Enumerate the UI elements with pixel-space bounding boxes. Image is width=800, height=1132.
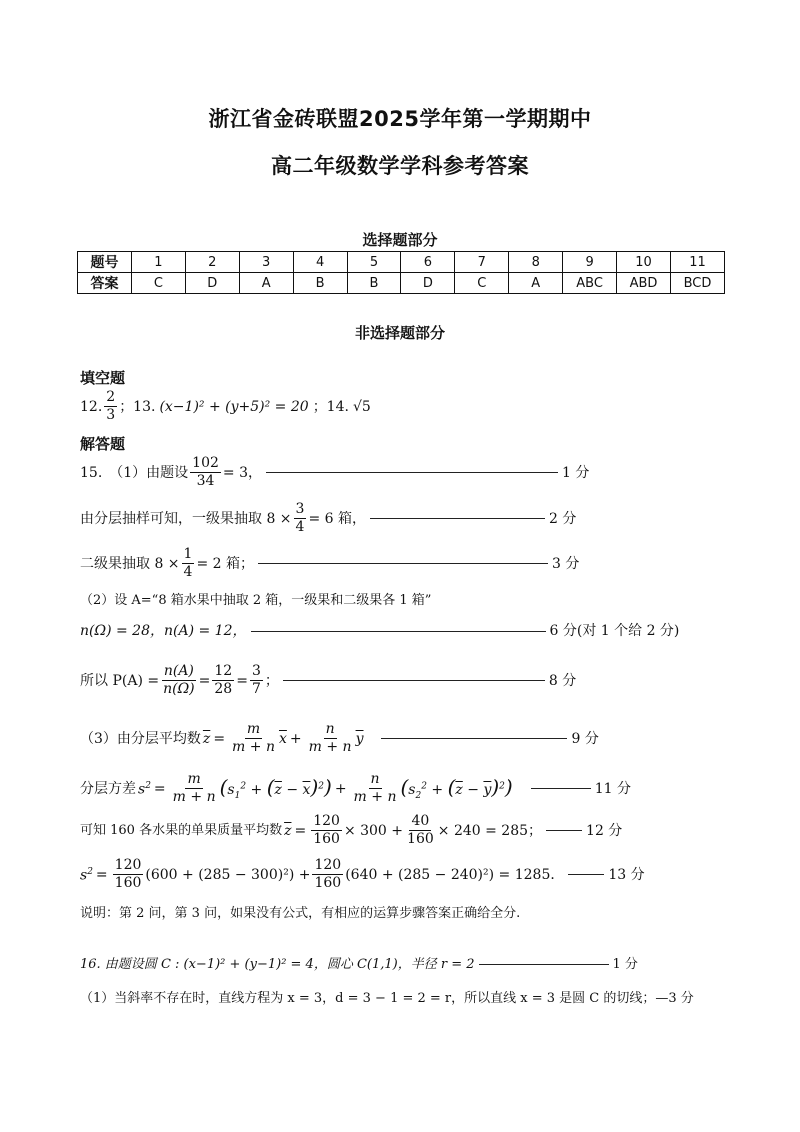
question-number: 4 <box>293 252 347 273</box>
choice-section-heading: 选择题部分 <box>362 231 438 249</box>
equals-sign: = <box>294 822 307 839</box>
fraction-numerator: 102 <box>190 456 221 473</box>
plus-sign: + <box>289 730 302 747</box>
fraction <box>307 722 354 756</box>
fraction-denominator: 160 <box>314 875 342 892</box>
fraction-numerator: 2 <box>104 390 117 407</box>
fraction <box>182 547 195 581</box>
q15-line5 <box>80 624 679 638</box>
question-number: 11 <box>670 252 724 273</box>
q15-counts: n(Ω) = 28，n(A) = 12， <box>80 623 247 639</box>
choice-answer-table <box>77 251 725 294</box>
q16-line2 <box>80 992 694 1005</box>
q15-line2 <box>80 502 576 536</box>
q13-label: ；13. <box>119 398 156 415</box>
math-expression: (640 + (285 − 240)²) = 1285． <box>345 866 565 883</box>
fraction <box>171 772 218 806</box>
q15-stratified-result: = 6 箱， <box>308 510 367 527</box>
fraction-numerator: 12 <box>212 664 234 681</box>
math-expression: $(s_1^2 + (\overline{z} - \overline{x})^2)$ <box>219 774 332 801</box>
q15-overall-mean-text: 可知 160 各水果的单果质量平均数 <box>80 823 283 839</box>
score-mark: 8 分 <box>548 672 577 689</box>
q15-stratified-text: 由分层抽样可知，一级果抽取 8 × <box>80 510 292 527</box>
answer-cell: C <box>455 273 509 294</box>
fraction-denominator: m + n <box>353 789 397 806</box>
math-symbol: $\overline{y}$ <box>355 730 364 747</box>
answer-cell: A <box>239 273 293 294</box>
fraction-denominator: 160 <box>313 831 340 848</box>
plus-sign: + <box>334 780 347 797</box>
fraction-denominator: m + n <box>232 739 275 756</box>
question-number: 9 <box>563 252 617 273</box>
q15-line4: （2）设 A=“8 箱水果中抽取 2 箱，一级果和二级果各 1 箱” <box>80 593 432 608</box>
row-label-answer: 答案 <box>78 273 132 294</box>
fraction <box>352 772 399 806</box>
answer-cell: ABD <box>617 273 671 294</box>
q15-line6 <box>80 664 576 698</box>
fraction-numerator: 120 <box>113 858 144 875</box>
fraction-denominator: 4 <box>295 519 305 536</box>
fraction-denominator: 7 <box>251 681 261 698</box>
score-mark: 3 分 <box>552 555 580 572</box>
score-mark: 2 分 <box>549 510 577 527</box>
score-mark: 6 分(对 1 个给 2 分) <box>549 623 680 639</box>
score-leader-line <box>479 964 609 965</box>
solution-heading: 解答题 <box>80 435 126 453</box>
q15-variance-text: 分层方差 <box>80 780 136 797</box>
table-row <box>78 273 725 294</box>
q16-circle-setup: 16. 由题设圆 C : (x−1)² + (y−1)² = 4，圆心 C(1,1)，半径 r = 2 <box>80 957 475 972</box>
fraction-denominator: 4 <box>183 564 193 581</box>
question-number: 6 <box>401 252 455 273</box>
q15-line8 <box>80 772 631 806</box>
fraction <box>161 664 197 698</box>
score-leader-line <box>258 563 548 564</box>
fill-in-answers <box>80 390 371 424</box>
math-symbol: $\overline{z}$ <box>284 822 292 839</box>
q16-part1-text: （1）当斜率不存在时，直线方程为 x = 3，d = 3 − 1 = 2 = r，所以直线 x = 3 是圆 C 的切线； <box>80 991 656 1006</box>
score-leader-line <box>531 788 591 789</box>
score-mark: 1 分 <box>562 464 590 481</box>
q12-fraction <box>104 390 117 424</box>
fraction-numerator: m <box>245 722 262 739</box>
fraction <box>230 722 277 756</box>
q15-probability-text: 所以 P(A) = <box>80 672 160 689</box>
fraction <box>113 858 144 892</box>
math-symbol: $s^2$ <box>80 866 93 884</box>
q15-line7 <box>80 722 599 756</box>
fraction <box>311 814 342 848</box>
equals-sign: = <box>213 730 226 747</box>
answer-cell: A <box>509 273 563 294</box>
score-mark: 13 分 <box>608 866 645 883</box>
q15-grade2-text: 二级果抽取 8 × <box>80 555 180 572</box>
fraction <box>294 502 307 536</box>
fraction-denominator: m + n <box>172 789 216 806</box>
question-number: 8 <box>509 252 563 273</box>
q15-part1-result: = 3， <box>222 464 262 481</box>
document-title-line2: 高二年级数学学科参考答案 <box>271 154 529 178</box>
score-mark: 12 分 <box>586 822 623 839</box>
q13-answer: (x−1)² + (y+5)² = 20 <box>159 398 309 415</box>
table-row <box>78 252 725 273</box>
question-number: 5 <box>347 252 401 273</box>
nonchoice-section-heading: 非选择题部分 <box>354 324 445 342</box>
fraction-numerator: 120 <box>312 858 343 875</box>
q15-part1-text: 15. （1）由题设 <box>80 464 189 481</box>
equals-sign: = <box>236 672 248 689</box>
answer-cell: ABC <box>563 273 617 294</box>
fraction-denominator: 34 <box>196 473 215 490</box>
fraction <box>190 456 221 490</box>
fraction-numerator: 1 <box>182 547 195 564</box>
math-expression: × 300 + <box>343 822 404 839</box>
fraction-numerator: n(A) <box>162 664 196 681</box>
fraction-numerator: n <box>369 772 382 789</box>
answer-cell: C <box>131 273 185 294</box>
fraction-denominator: m + n <box>308 739 352 756</box>
fraction-denominator: 28 <box>214 681 233 698</box>
fraction-denominator: 160 <box>407 831 434 848</box>
grading-note: 说明：第 2 问，第 3 问，如果没有公式，有相应的运算步骤答案正确给全分. <box>80 906 521 921</box>
fraction <box>405 814 436 848</box>
score-leader-line <box>381 738 567 739</box>
row-label-number: 题号 <box>78 252 132 273</box>
document-title-line1: 浙江省金砖联盟2025学年第一学期期中 <box>208 107 592 131</box>
fraction <box>212 664 234 698</box>
q15-grade2-result: = 2 箱； <box>196 555 255 572</box>
fraction-numerator: 3 <box>250 664 263 681</box>
score-mark: 1 分 <box>612 957 638 972</box>
q16-line1 <box>80 958 638 971</box>
score-leader-line <box>283 680 545 681</box>
math-symbol: $s^2$ <box>138 780 151 798</box>
score-leader-line <box>251 631 546 632</box>
q14-label: ；14. <box>312 398 349 415</box>
question-number: 10 <box>617 252 671 273</box>
score-mark: —3 分 <box>655 991 694 1006</box>
q15-line1 <box>80 456 589 490</box>
score-leader-line <box>568 874 604 875</box>
answer-cell: D <box>401 273 455 294</box>
math-symbol: $\overline{z}$ <box>202 730 211 747</box>
semicolon: ； <box>264 672 279 689</box>
score-leader-line <box>546 830 582 831</box>
q15-line3 <box>80 547 579 581</box>
fraction-numerator: n <box>324 722 337 739</box>
answer-cell: BCD <box>670 273 724 294</box>
fraction-numerator: 120 <box>311 814 342 831</box>
fraction-denominator: 160 <box>114 875 142 892</box>
q15-line9 <box>80 814 622 848</box>
question-number: 2 <box>185 252 239 273</box>
equals-sign: = <box>198 672 211 689</box>
fraction-numerator: m <box>185 772 202 789</box>
question-number: 3 <box>239 252 293 273</box>
score-leader-line <box>370 518 545 519</box>
math-symbol: $\overline{x}$ <box>278 730 287 747</box>
score-mark: 9 分 <box>571 730 599 747</box>
fraction-denominator: n(Ω) <box>163 681 195 698</box>
q14-answer: √5 <box>352 398 371 415</box>
fraction-numerator: 3 <box>294 502 307 519</box>
fraction <box>250 664 263 698</box>
answer-cell: B <box>293 273 347 294</box>
math-expression: × 240 = 285； <box>437 822 543 839</box>
equals-sign: = <box>95 866 108 883</box>
math-expression: $(s_2^2 + (\overline{z} - \overline{y})^2)$ <box>400 774 513 801</box>
fraction-numerator: 40 <box>409 814 431 831</box>
math-expression: (600 + (285 − 300)²) + <box>145 866 311 883</box>
answer-cell: D <box>185 273 239 294</box>
answer-cell: B <box>347 273 401 294</box>
question-number: 1 <box>131 252 185 273</box>
equals-sign: = <box>153 780 166 797</box>
score-mark: 11 分 <box>594 780 631 797</box>
q15-mean-text: （3）由分层平均数 <box>80 730 201 747</box>
fraction-denominator: 3 <box>106 407 116 424</box>
q15-line10 <box>80 858 645 892</box>
score-leader-line <box>266 472 558 473</box>
q12-label: 12. <box>80 398 103 415</box>
fill-in-heading: 填空题 <box>80 369 126 387</box>
question-number: 7 <box>455 252 509 273</box>
fraction <box>312 858 343 892</box>
